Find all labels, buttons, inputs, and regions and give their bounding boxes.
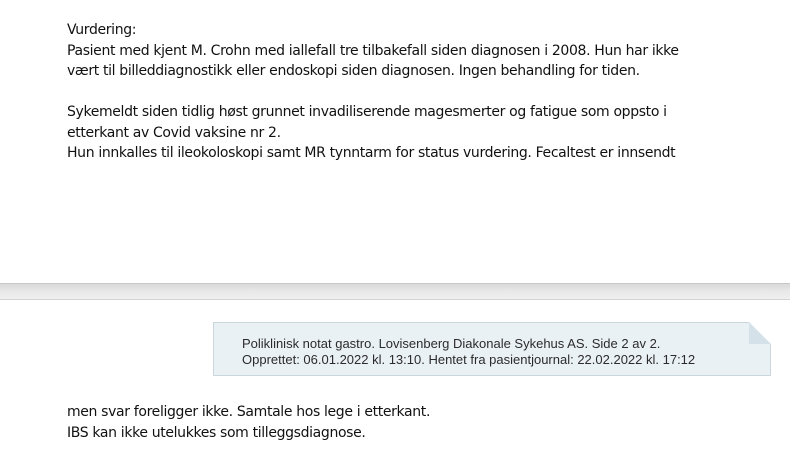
- assessment-section: [67, 20, 767, 82]
- text-line: men svar foreligger ikke. Samtale hos lege i etterkant.: [67, 404, 431, 420]
- text-line: Pasient med kjent M. Crohn med iallefall tre tilbakefall siden diagnosen i 2008. Hun har ikke: [67, 42, 679, 59]
- folded-corner-icon: [749, 322, 771, 344]
- footer-note-line-2: Opprettet: 06.01.2022 kl. 13:10. Hentet fra pasientjournal: 22.02.2022 kl. 17:12: [242, 352, 696, 367]
- text-line: vært til billeddiagnostikk eller endoskopi siden diagnosen. Ingen behandling for tiden.: [67, 63, 640, 79]
- section-heading: Vurdering:: [67, 22, 137, 38]
- text-line: IBS kan ikke utelukkes som tilleggsdiagnose.: [67, 424, 366, 441]
- assessment-paragraph-2: [67, 102, 767, 164]
- page-separator: [0, 283, 790, 300]
- page-footer-note: [213, 322, 771, 376]
- continued-paragraph: [67, 402, 767, 443]
- text-line: Hun innkalles til ileokoloskopi samt MR tynntarm for status vurdering. Fecaltest er innsendt: [67, 145, 676, 161]
- text-line: Sykemeldt siden tidlig høst grunnet invadiliserende magesmerter og fatigue som oppsto i: [67, 104, 667, 120]
- footer-note-line-1: Poliklinisk notat gastro. Lovisenberg Diakonale Sykehus AS. Side 2 av 2.: [242, 336, 661, 351]
- text-line: etterkant av Covid vaksine nr 2.: [67, 124, 281, 141]
